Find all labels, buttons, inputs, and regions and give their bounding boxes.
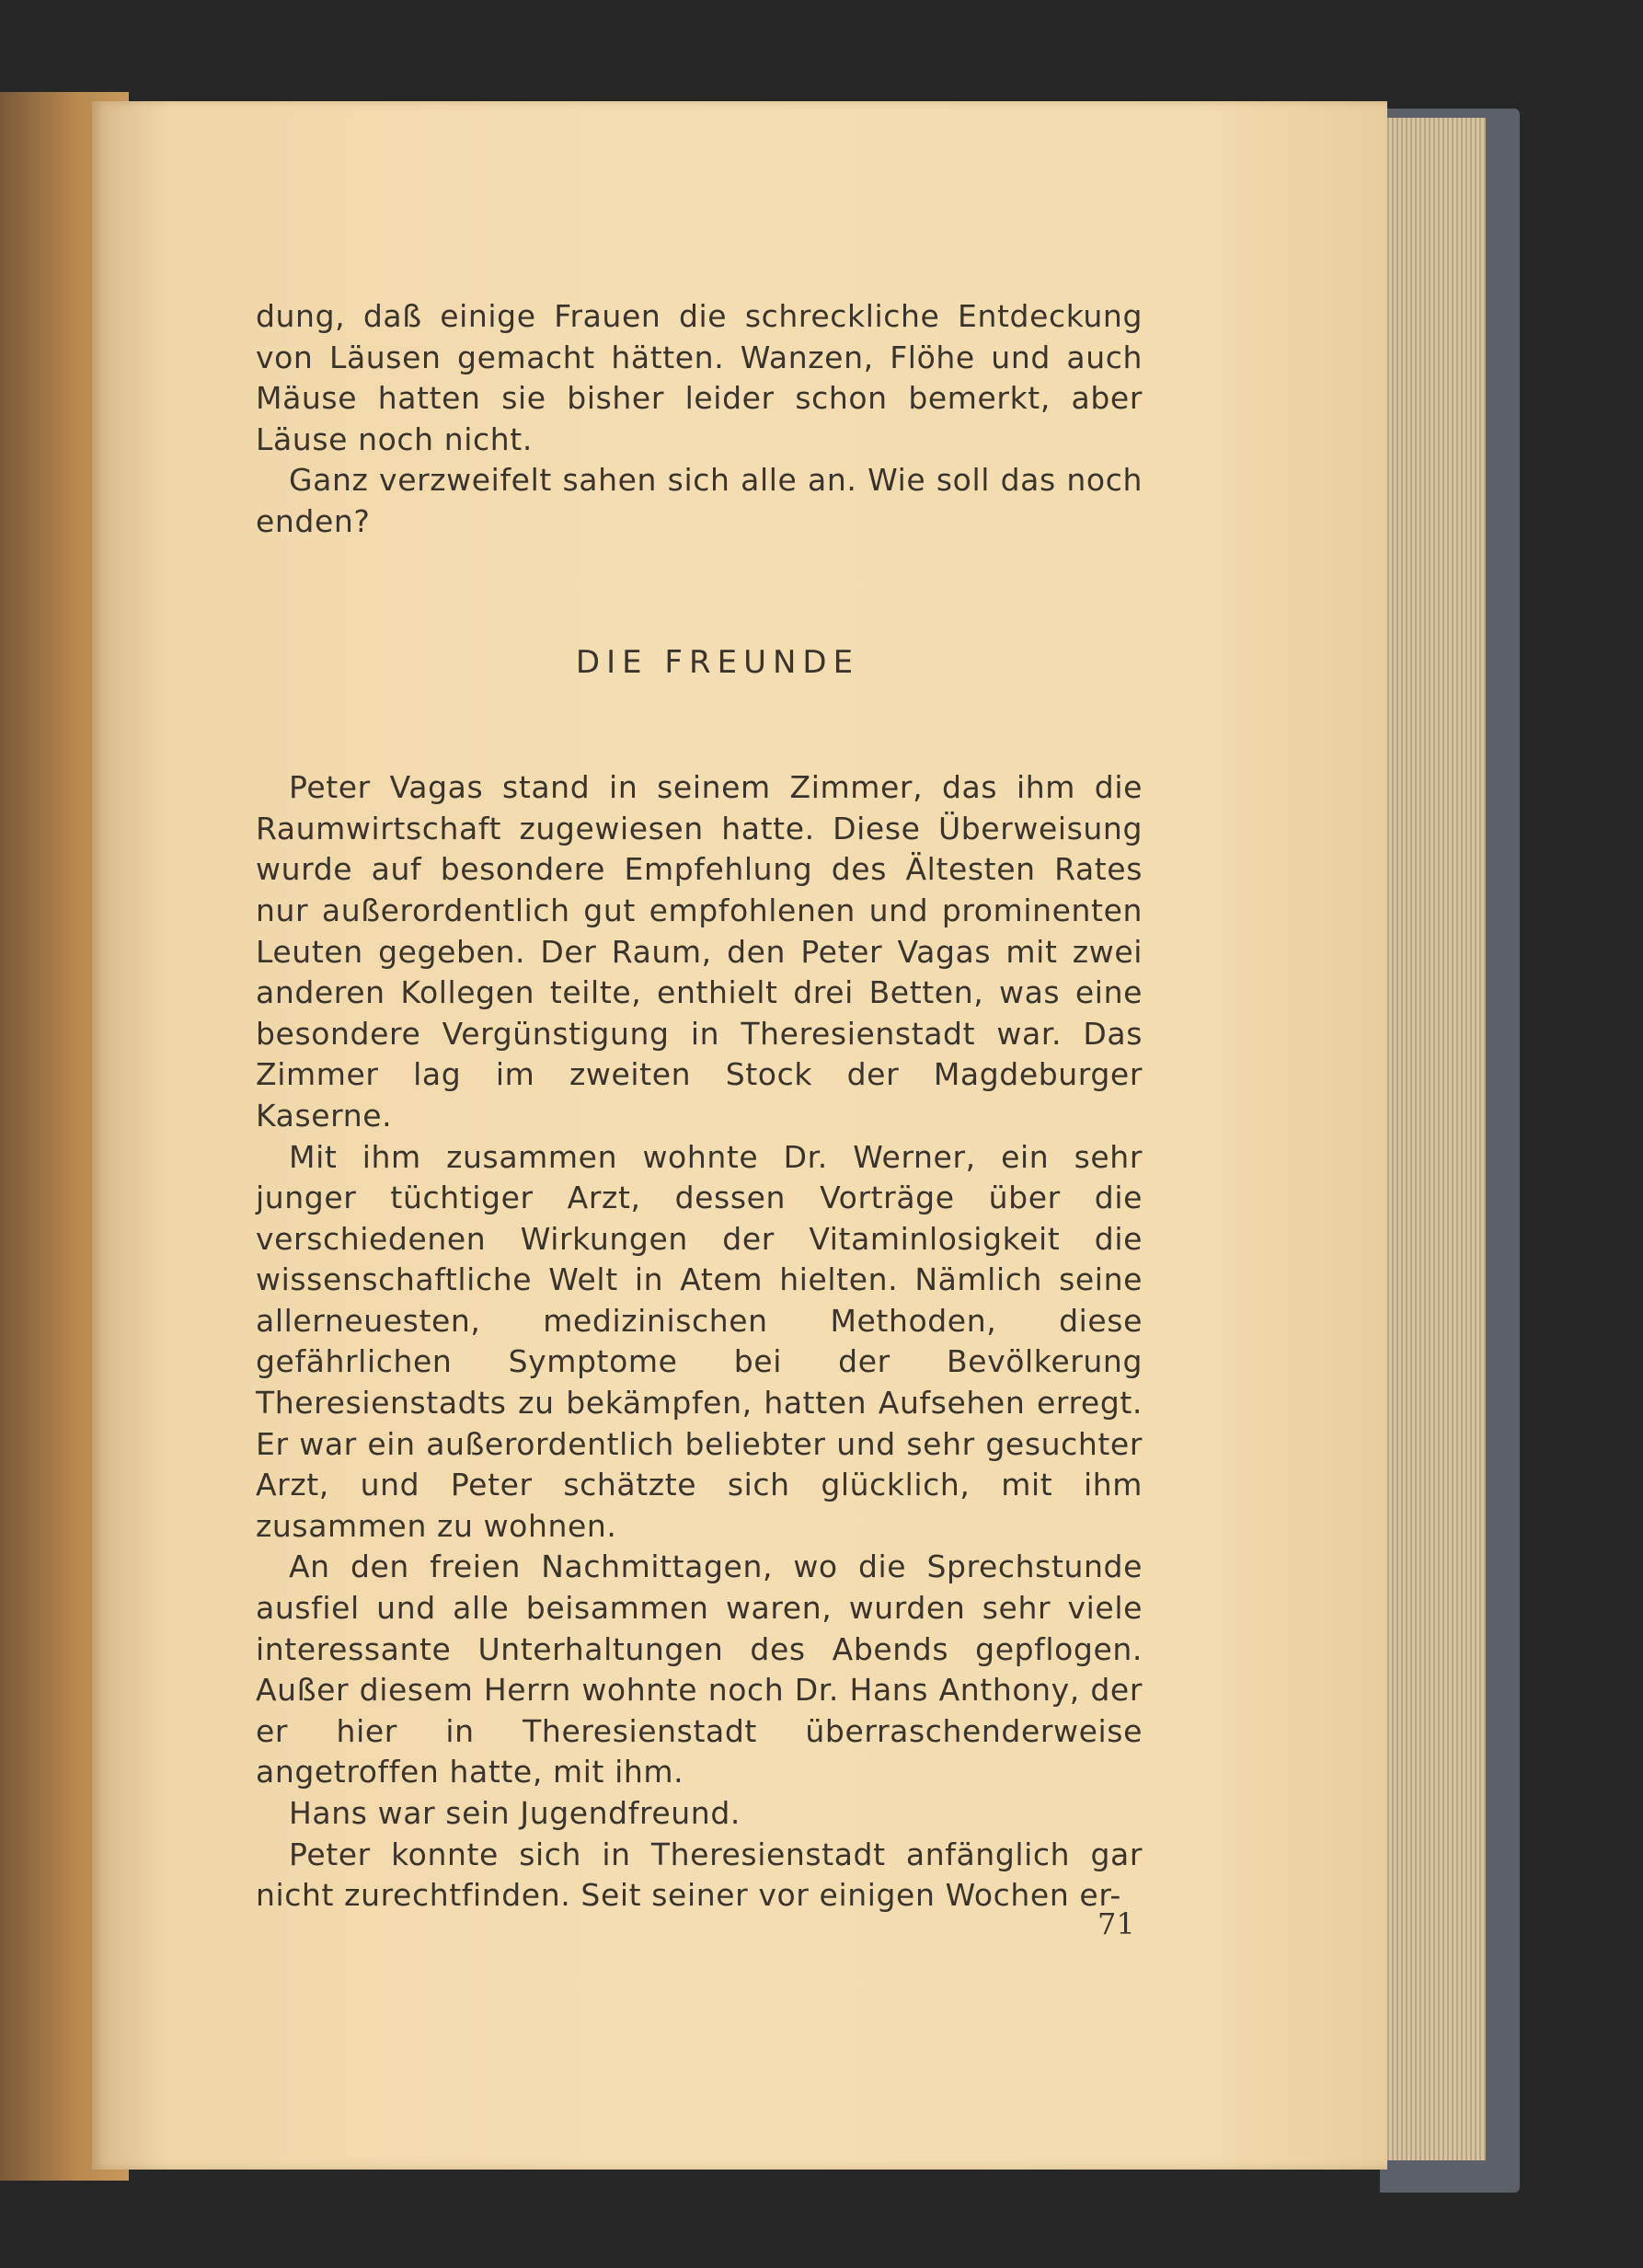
page-stack-edge bbox=[1384, 118, 1486, 2160]
page-number: 71 bbox=[1097, 1906, 1135, 1941]
paragraph-continuation: dung, daß einige Frauen die schreckliche Entdeckung von Läusen gemacht hätten. Wanzen, Flöhe und auch Mäuse hatten sie bisher leider schon bemerkt, aber Läuse noch nicht. bbox=[256, 298, 1143, 457]
paragraph: Peter Vagas stand in seinem Zimmer, das ihm die Raumwirtschaft zugewiesen hatte. Diese Überweisung wurde auf besondere Empfehlung des Ältesten Rates nur außerordentlich gut empfohlenen und prominenten Leuten gegeben. Der Raum, den Peter Vagas mit zwei anderen Kollegen teilte, enthielt drei Betten, was eine besondere Vergünstigung in Theresienstadt war. Das Zimmer lag im zweiten Stock der Magdeburger Kaserne. bbox=[256, 769, 1143, 1134]
paragraph: Ganz verzweifelt sahen sich alle an. Wie soll das noch enden? bbox=[256, 462, 1143, 539]
paragraph: Hans war sein Jugendfreund. bbox=[289, 1795, 741, 1831]
paragraph: Mit ihm zusammen wohnte Dr. Werner, ein sehr junger tüchtiger Arzt, dessen Vorträge über die verschiedenen Wirkungen der Vitaminlosigkeit die wissenschaftliche Welt in Atem hielten. Nämlich seine allerneuesten, medizinischen Methoden, diese gefährlichen Symptome bei der Bevölkerung Theresienstadts zu bekämpfen, hatten Aufsehen erregt. Er war ein außerordentlich beliebter und sehr gesuchter Arzt, und Peter schätzte sich glücklich, mit ihm zusammen zu wohnen. bbox=[256, 1138, 1143, 1544]
page-text bbox=[256, 296, 1143, 1917]
paragraph: An den freien Nachmittagen, wo die Sprechstunde ausfiel und alle beisammen waren, wurden sehr viele interessante Unterhaltungen des Abends gepflogen. Außer diesem Herrn wohnte noch Dr. Hans Anthony, der er hier in Theresienstadt überraschenderweise angetroffen hatte, mit ihm. bbox=[256, 1548, 1143, 1790]
paragraph: Peter konnte sich in Theresienstadt anfänglich gar nicht zurechtfinden. Seit seiner vor einigen Wochen er- bbox=[256, 1836, 1143, 1914]
chapter-heading: DIE FREUNDE bbox=[575, 643, 860, 681]
